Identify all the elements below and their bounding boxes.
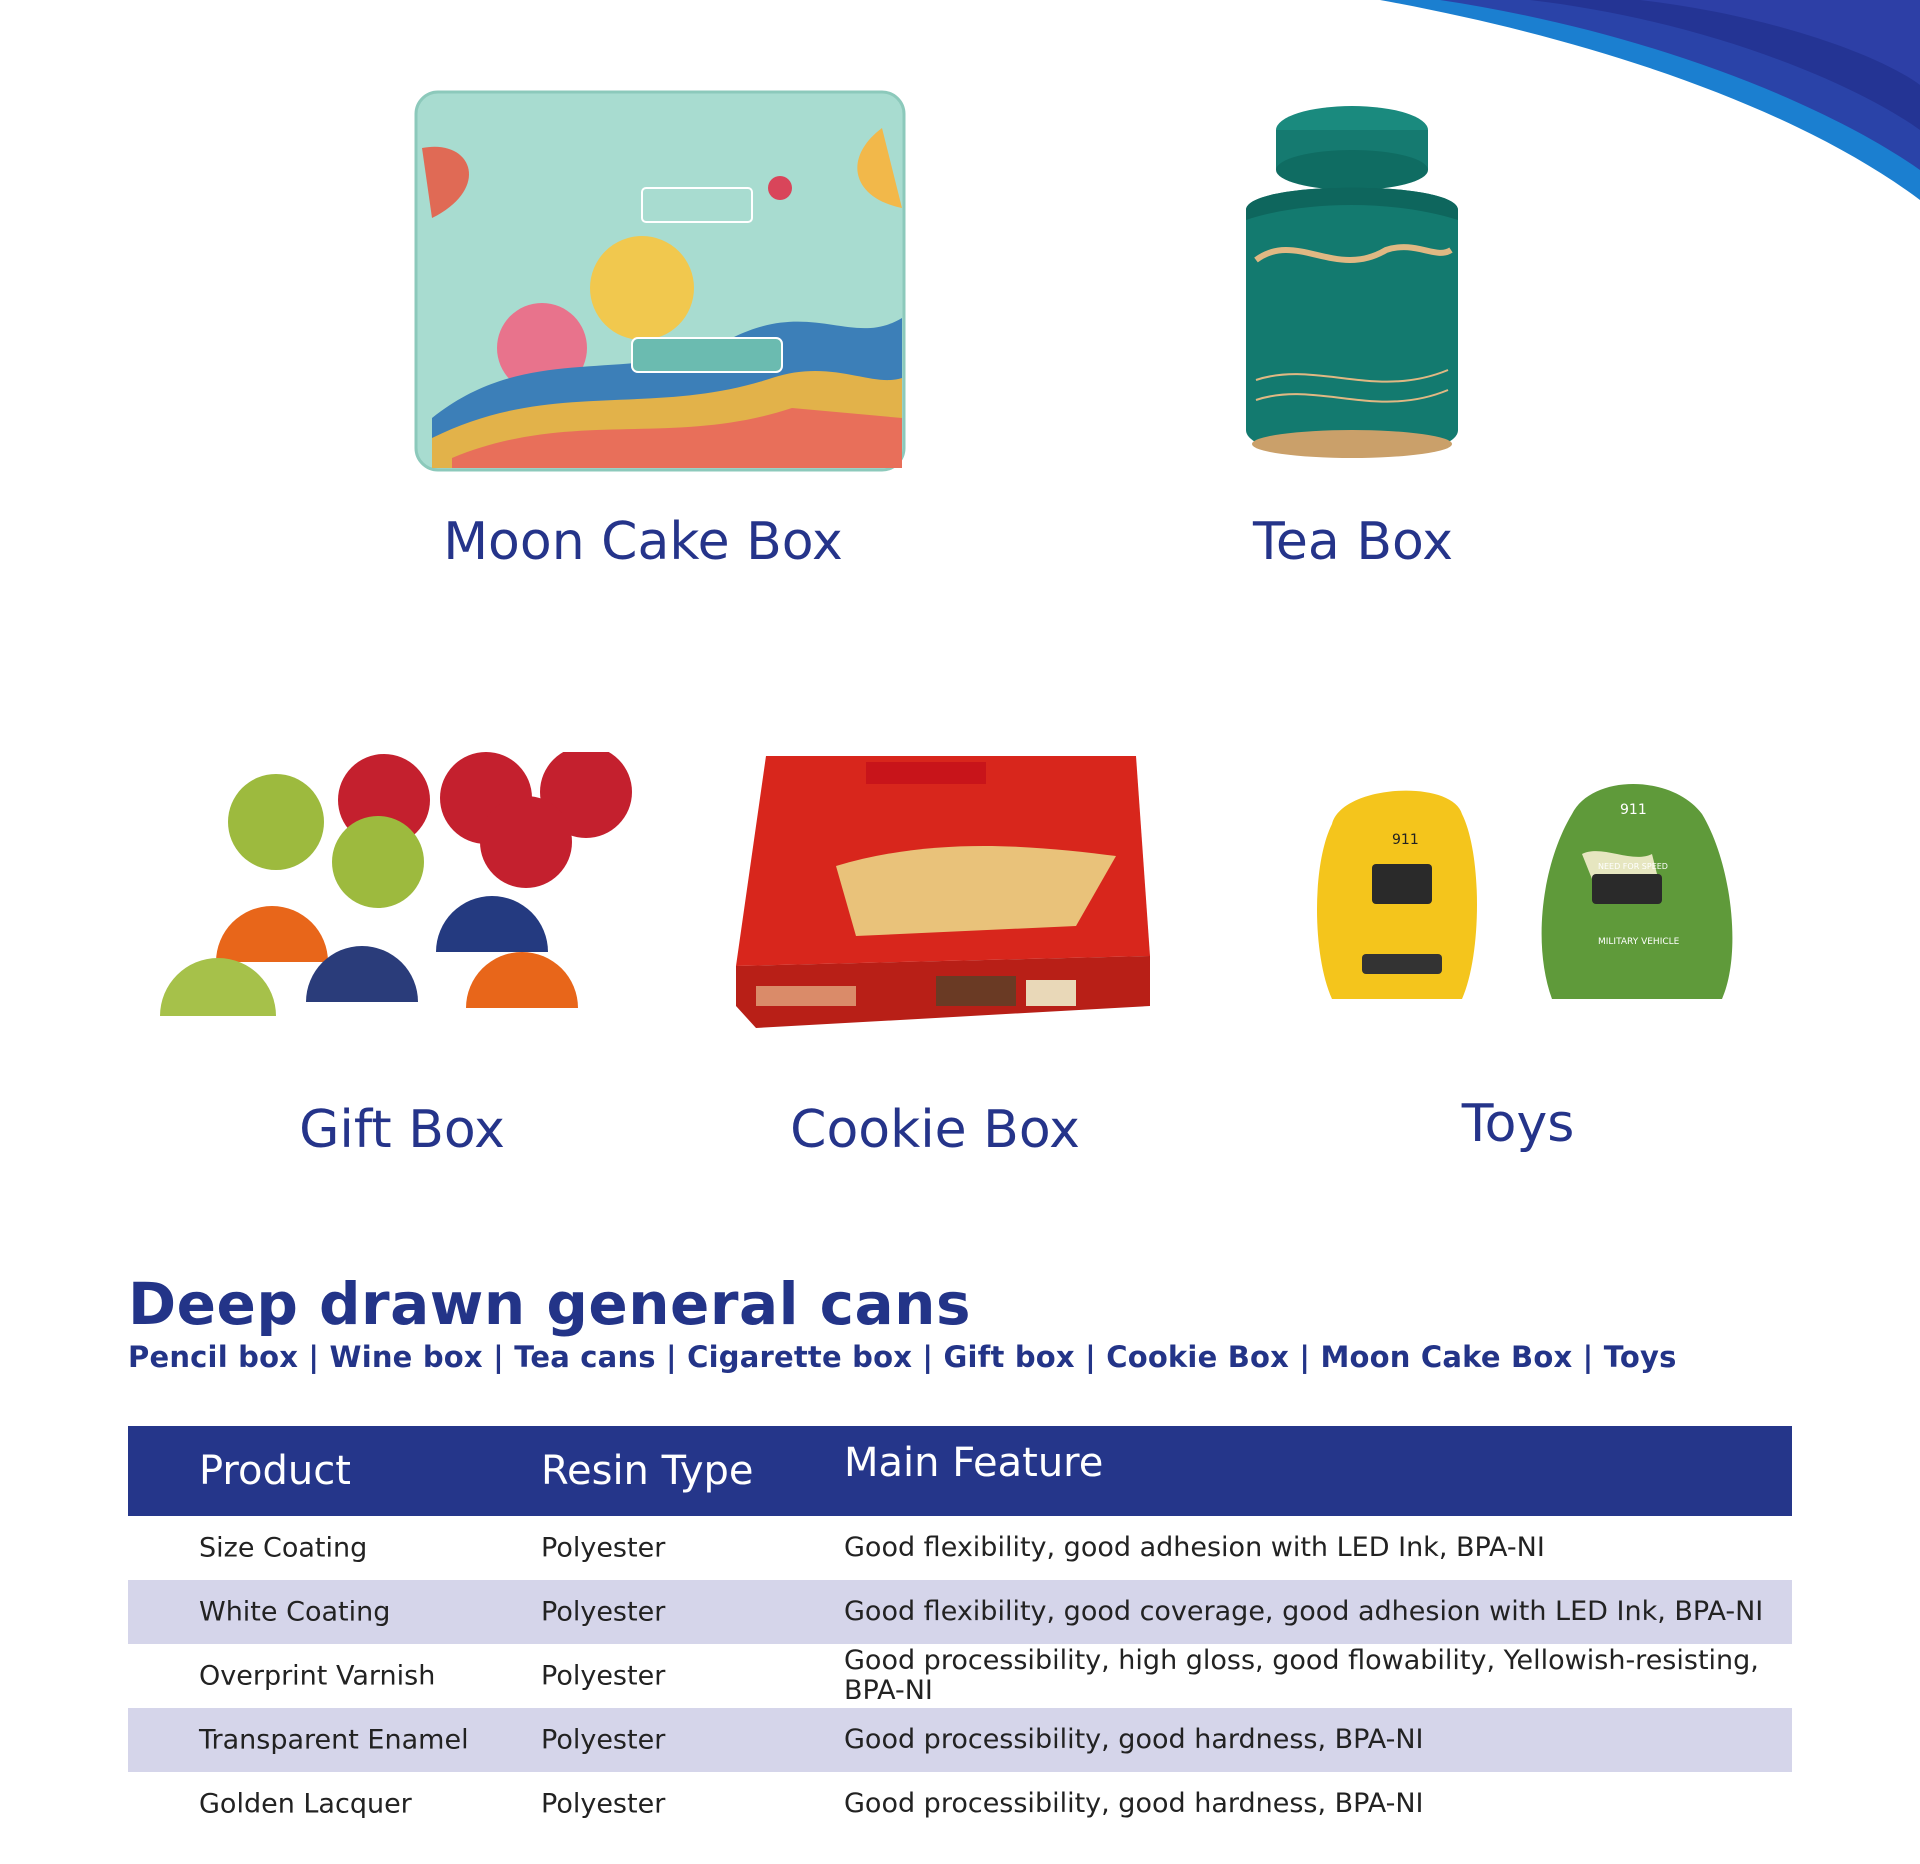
cell-feature: Good flexibility, good coverage, good adhesion with LED Ink, BPA-NI (844, 1596, 1764, 1627)
cell-product: White Coating (199, 1596, 391, 1628)
cookie-box-image (736, 756, 1150, 1028)
caption-gift-box: Gift Box (299, 1100, 505, 1160)
cell-resin: Polyester (541, 1724, 666, 1756)
section-title: Deep drawn general cans (128, 1270, 971, 1338)
cell-feature: Good processibility, high gloss, good flowability, Yellowish-resisting, BPA-NI (844, 1645, 1759, 1706)
cell-feature: Good flexibility, good adhesion with LED Ink, BPA-NI (844, 1532, 1545, 1563)
gift-box-image (156, 752, 638, 1034)
cell-resin: Polyester (541, 1532, 666, 1564)
table-row (128, 1772, 1792, 1836)
caption-toys: Toys (1461, 1094, 1575, 1154)
moon-cake-box-image (412, 88, 908, 474)
table-header (128, 1426, 1792, 1516)
header-resin-type: Resin Type (541, 1448, 754, 1494)
header-product: Product (199, 1448, 351, 1494)
coatings-table (128, 1426, 1792, 1836)
table-row (128, 1516, 1792, 1580)
camo-car-number: 911 (1620, 802, 1647, 818)
section-subtitle: Pencil box | Wine box | Tea cans | Cigarette box | Gift box | Cookie Box | Moon Cake Box | Toys (128, 1340, 1677, 1374)
header-main-feature: Main Feature (844, 1440, 1104, 1486)
yellow-car-number: 911 (1392, 832, 1419, 848)
cell-feature: Good processibility, good hardness, BPA-NI (844, 1788, 1424, 1819)
caption-moon-cake-box: Moon Cake Box (443, 512, 843, 572)
cell-product: Transparent Enamel (199, 1724, 469, 1756)
camo-car-side-text: MILITARY VEHICLE (1598, 937, 1680, 947)
cell-product: Overprint Varnish (199, 1660, 436, 1692)
caption-tea-box: Tea Box (1253, 512, 1453, 572)
caption-cookie-box: Cookie Box (790, 1100, 1080, 1160)
tea-box-image (1236, 100, 1468, 466)
table-row (128, 1708, 1792, 1772)
toys-image (1302, 774, 1762, 1014)
cell-resin: Polyester (541, 1596, 666, 1628)
cell-resin: Polyester (541, 1660, 666, 1692)
table-row (128, 1580, 1792, 1644)
table-row (128, 1644, 1792, 1708)
cell-product: Size Coating (199, 1532, 368, 1564)
cell-resin: Polyester (541, 1788, 666, 1820)
camo-car-hood-text: NEED FOR SPEED (1598, 862, 1668, 871)
cell-product: Golden Lacquer (199, 1788, 412, 1820)
cell-feature: Good processibility, good hardness, BPA-NI (844, 1724, 1424, 1755)
